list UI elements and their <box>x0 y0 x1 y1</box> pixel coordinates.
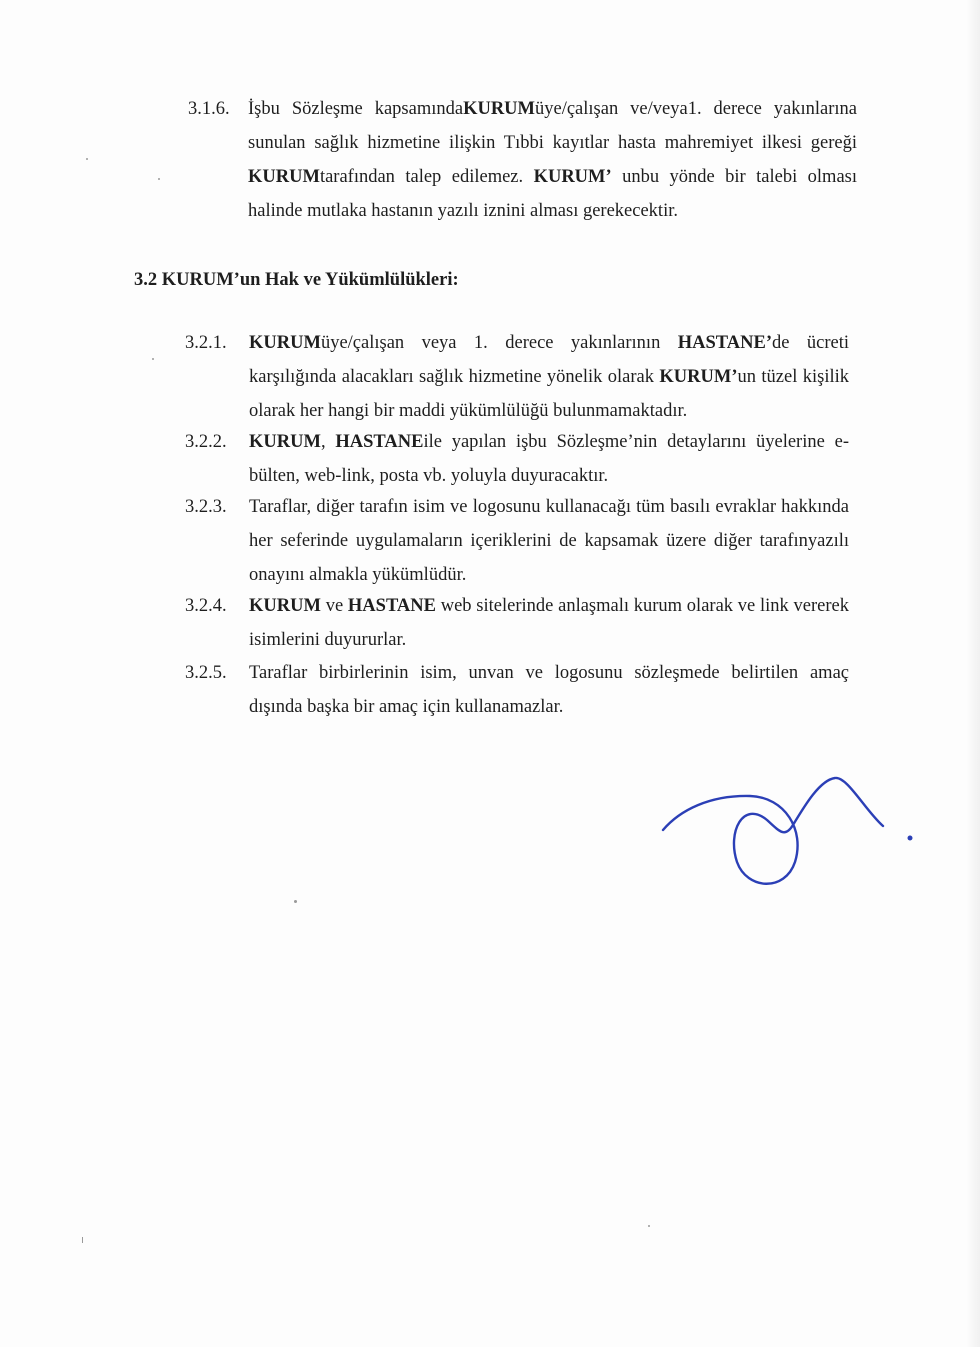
clause-3-2-3 <box>185 490 849 592</box>
clause-number: 3.2.3. <box>185 497 227 517</box>
bold-term: KURUM’ <box>659 367 738 387</box>
signature-dot <box>908 836 913 841</box>
clause-3-2-2 <box>185 425 849 493</box>
bold-term: KURUM <box>249 333 321 353</box>
clause-text: Taraflar, diğer tarafın isim ve logosunu kullanacağı tüm basılı evraklar hakkında her seferinde uygulamaların içeriklerini de kapsamak üzere diğer tarafınyazılı onayını almakla yükümlüdür. <box>249 497 849 585</box>
bold-term: HASTANE <box>347 596 436 616</box>
clause-text: Taraflar birbirlerinin isim, unvan ve logosunu sözleşmede belirtilen amaç dışında başka bir amaç için kullanamazlar. <box>249 663 849 717</box>
scan-speck <box>86 158 88 160</box>
bold-term: KURUM <box>249 596 321 616</box>
bold-term: KURUM’ <box>533 167 612 187</box>
scan-speck <box>158 178 160 180</box>
clause-3-2-4 <box>185 589 849 657</box>
bold-term: KURUM <box>249 432 321 452</box>
clause-text: KURUM, HASTANEile yapılan işbu Sözleşme’nin detaylarını üyelerine e-bülten, web-link, posta vb. yoluyla duyuracaktır. <box>249 432 849 486</box>
scan-speck <box>82 1237 83 1243</box>
bold-term: HASTANE’ <box>677 333 772 353</box>
clause-text: İşbu Sözleşme kapsamındaKURUMüye/çalışan ve/veya1. derece yakınlarına sunulan sağlık hizmetine ilişkin Tıbbi kayıtlar hasta mahremiyet ilkesi gereği KURUMtarafından talep edilemez. KURUM’ unbu yönde bir talebi olması halinde mutlaka hastanın yazılı iznini alması gerekecektir. <box>248 99 857 221</box>
scan-speck <box>294 900 297 903</box>
clause-3-2-5 <box>185 656 849 724</box>
section-heading: 3.2 KURUM’un Hak ve Yükümlülükleri: <box>134 270 459 290</box>
signature-stroke <box>663 778 883 884</box>
clause-number: 3.2.5. <box>185 663 227 683</box>
clause-number: 3.2.1. <box>185 333 227 353</box>
scan-speck <box>152 358 154 360</box>
clause-number: 3.1.6. <box>188 99 230 119</box>
clause-number: 3.2.4. <box>185 596 227 616</box>
clause-number: 3.2.2. <box>185 432 227 452</box>
clause-3-2-1 <box>185 326 849 428</box>
clause-text: KURUMüye/çalışan veya 1. derece yakınlarının HASTANE’de ücreti karşılığında alacakları sağlık hizmetine yönelik olarak KURUM’un tüzel kişilik olarak her hangi bir maddi yükümlülüğü bulunmamaktadır. <box>249 333 850 421</box>
bold-term: KURUM <box>248 167 320 187</box>
bold-term: KURUM <box>463 99 535 119</box>
clause-3-1-6 <box>188 92 857 228</box>
scan-edge-shadow <box>966 0 980 1347</box>
scan-speck <box>648 1225 650 1227</box>
clause-text: KURUM ve HASTANE web sitelerinde anlaşmalı kurum olarak ve link vererek isimlerini duyururlar. <box>249 596 849 650</box>
handwritten-signature <box>655 770 925 900</box>
bold-term: HASTANE <box>335 432 424 452</box>
